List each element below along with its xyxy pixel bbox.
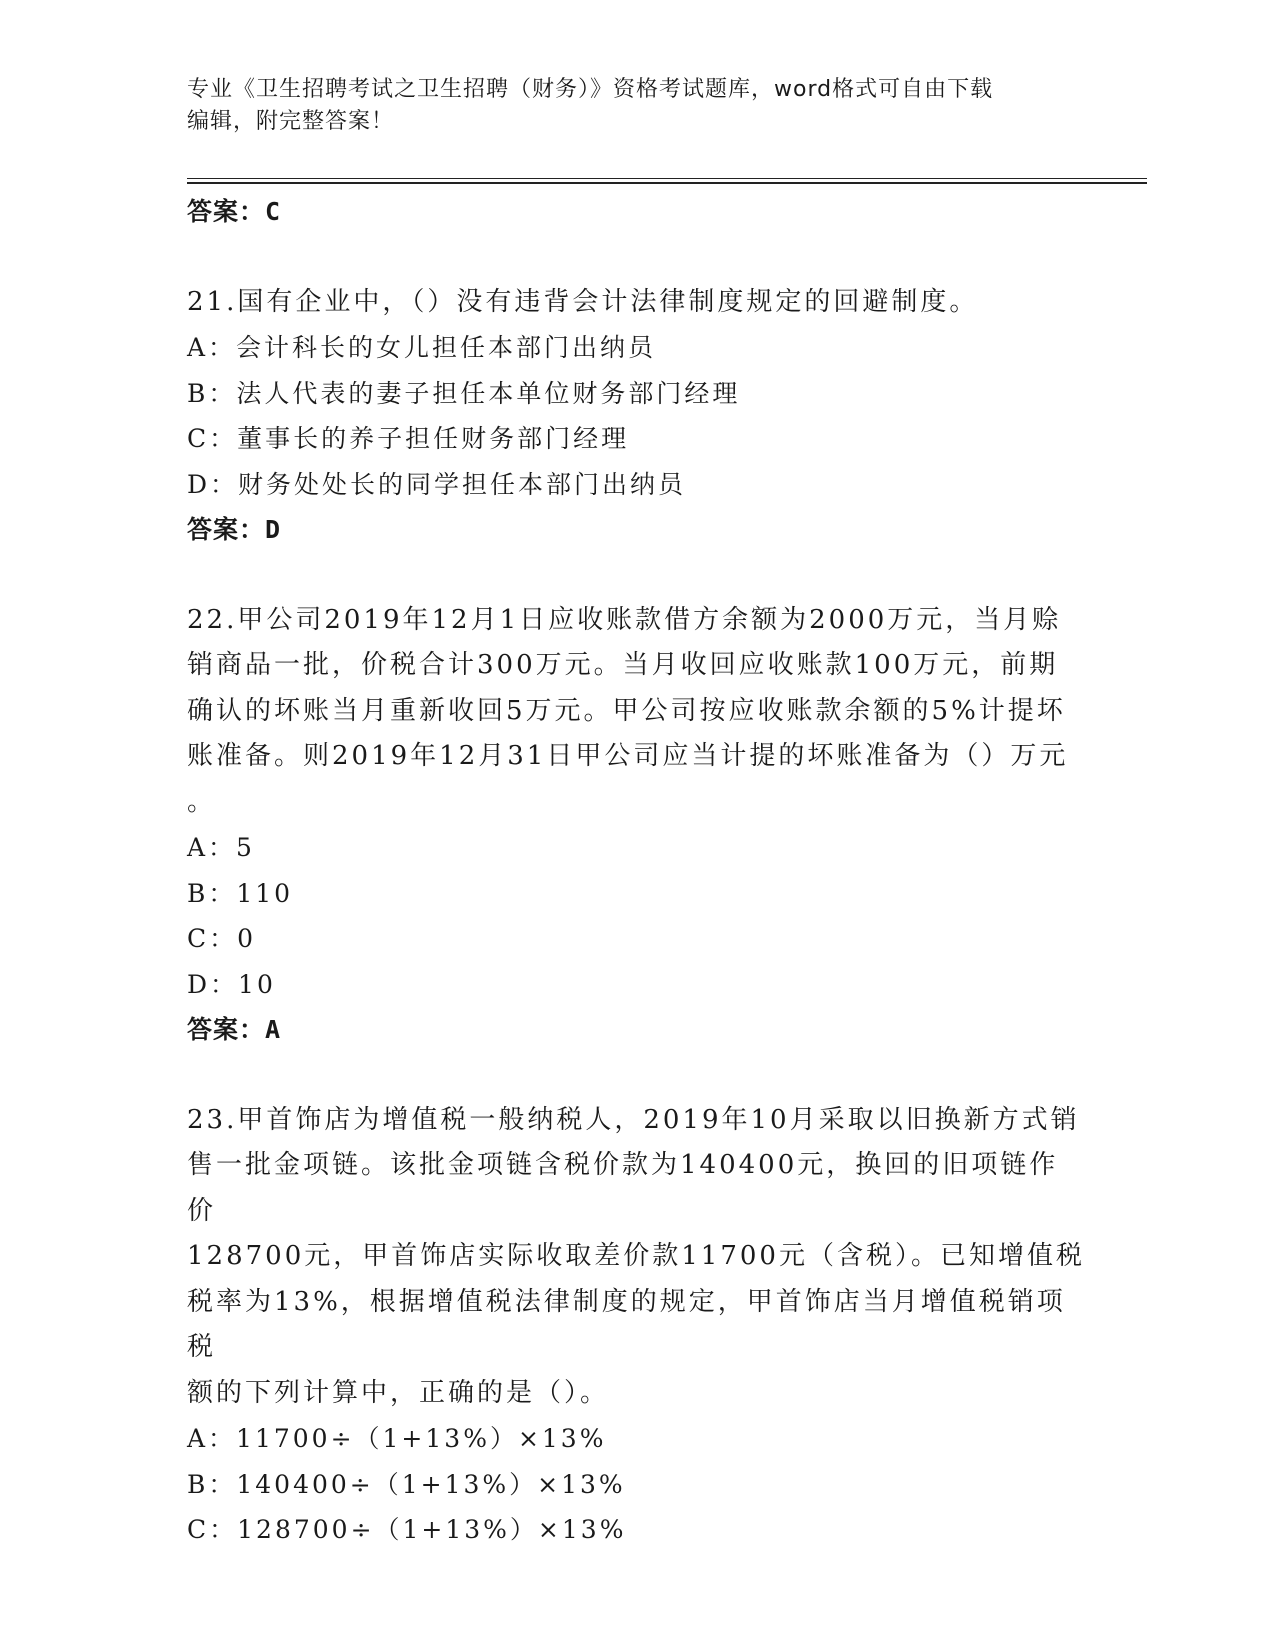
answer-label: 答案： (187, 197, 266, 226)
header-divider-thin (187, 178, 1147, 179)
answer-label: 答案： (187, 1015, 266, 1044)
answer-line (187, 1007, 1087, 1053)
header-divider-thick (187, 182, 1147, 184)
question-22 (187, 598, 1087, 1053)
answer-value: D (265, 515, 282, 544)
option-b: B：110 (187, 878, 294, 908)
document-header (187, 74, 1067, 138)
header-line-1: 专业《卫生招聘考试之卫生招聘（财务）》资格考试题库，word格式可自由下载 (187, 77, 994, 102)
option-d: D：财务处处长的同学担任本部门出纳员 (187, 469, 687, 499)
question-stem: 税率为13%，根据增值税法律制度的规定，甲首饰店当月增值税销项税 (187, 1286, 1066, 1362)
header-line-2: 编辑，附完整答案！ (187, 109, 395, 134)
option-a: A：11700÷（1+13%）×13% (187, 1424, 607, 1453)
answer-value: A (265, 1015, 282, 1044)
option-d: D：10 (187, 969, 276, 999)
option-a: A：会计科长的女儿担任本部门出纳员 (187, 333, 657, 362)
option-c: C：董事长的养子担任财务部门经理 (187, 424, 630, 453)
question-stem: 128700元，甲首饰店实际收取差价款11700元（含税）。已知增值税 (187, 1241, 1085, 1271)
option-b: B：140400÷（1+13%）×13% (187, 1469, 626, 1499)
question-list (187, 189, 1087, 1553)
option-a: A：5 (187, 833, 255, 862)
question-stem: 21.国有企业中，（）没有违背会计法律制度规定的回避制度。 (187, 286, 979, 317)
question-stem: 23.甲首饰店为增值税一般纳税人，2019年10月采取以旧换新方式销 (187, 1104, 1080, 1135)
question-stem: 22.甲公司2019年12月1日应收账款借方余额为2000万元，当月赊 (187, 604, 1062, 635)
question-stem: 额的下列计算中，正确的是（）。 (187, 1377, 610, 1408)
question-stem: 。 (187, 786, 217, 817)
spacer (187, 235, 1087, 280)
question-stem: 账准备。则2019年12月31日甲公司应当计提的坏账准备为（）万元 (187, 741, 1069, 771)
question-stem: 销商品一批，价税合计300万元。当月收回应收账款100万元，前期 (187, 650, 1059, 680)
option-b: B：法人代表的妻子担任本单位财务部门经理 (187, 378, 741, 408)
answer-line (187, 189, 1087, 235)
spacer (187, 1053, 1087, 1098)
answer-label: 答案： (187, 515, 266, 544)
option-c: C：128700÷（1+13%）×13% (187, 1515, 627, 1544)
question-stem: 确认的坏账当月重新收回5万元。甲公司按应收账款余额的5%计提坏 (187, 695, 1066, 726)
option-c: C：0 (187, 924, 257, 953)
spacer (187, 553, 1087, 598)
question-21 (187, 280, 1087, 553)
answer-line (187, 507, 1087, 553)
answer-value: C (265, 197, 282, 226)
question-23 (187, 1098, 1087, 1553)
question-stem: 售一批金项链。该批金项链含税价款为140400元，换回的旧项链作价 (187, 1150, 1059, 1226)
